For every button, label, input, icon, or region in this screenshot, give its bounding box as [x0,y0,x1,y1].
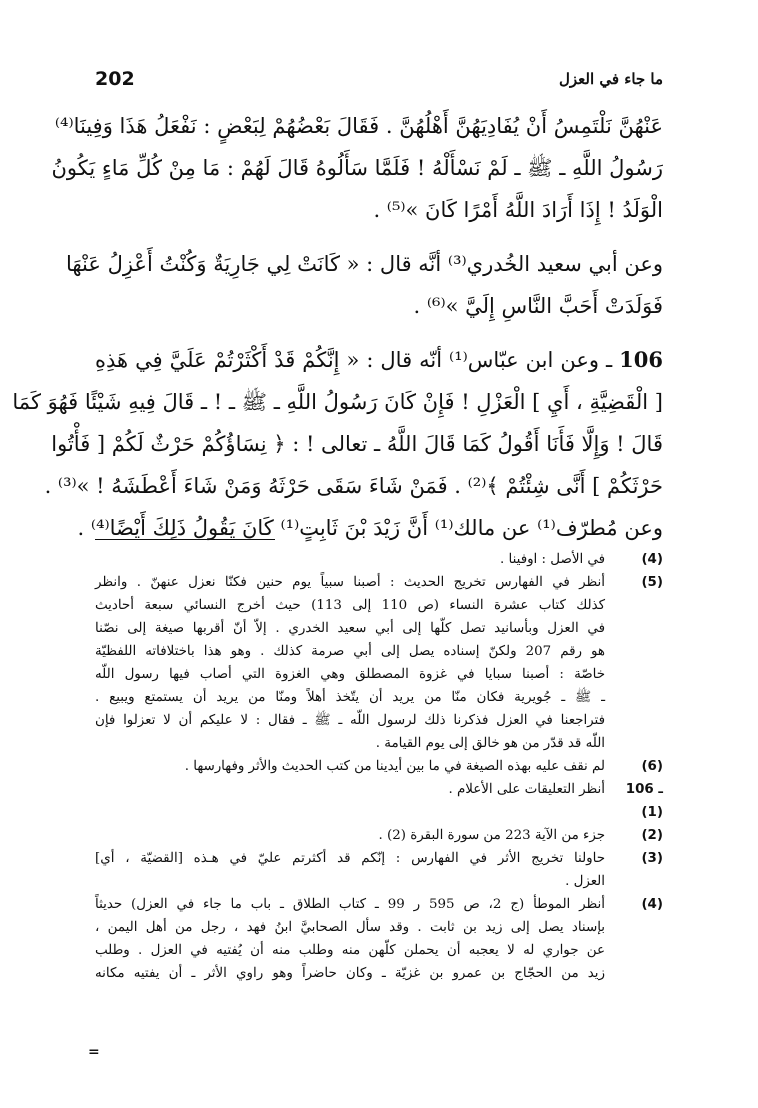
text-line: [ الْقَضِيَّةِ ، أَيِ ] الْعَزْلِ ! فَإِنْ كَانَ رَسُولُ اللَّهِ ـ ﷺ ـ ! ـ قَالَ فِيهِ شَيْئًا فَهُوَ كَمَا [12,390,663,414]
footnote-line: في الأصل : اوفينا . [500,552,605,567]
text-line: فَوَلَدَتْ أَحَبَّ النَّاسِ إِلَيَّ »⁽⁶⁾ . [413,294,663,318]
footnote-line: اللّه قد قدّر من هو خالق إلى يوم القيامة . [375,736,605,751]
footnote [95,847,663,893]
footnote-line: ـ ﷺ ـ جُويرية فكان منّا من يريد أن يتّخذ أهلاً ومنّا من يريد أن يستمتع ويبيع . [95,690,605,705]
footnote [95,824,663,847]
footnote-line: أنظر التعليقات على الأعلام . [448,782,605,797]
running-title: ما جاء في العزل [559,70,663,88]
text-line: وعن مُطرّف⁽¹⁾ عن مالك⁽¹⁾ أَنَّ زَيْدَ بْنَ ثَابِتٍ⁽¹⁾ كَانَ يَقُولُ ذَلِكَ أَيْضًا⁽⁴⁾ . [77,516,663,540]
footnote-line: فتراجعنا في العزل فذكرنا ذلك لرسول اللّه ـ ﷺ ـ فقال : لا عليكم أن لا تعزلوا فإن [95,713,605,728]
page-header [95,68,663,98]
footnote-line: زيد من الحجّاج بن عمرو بن غزيّة ـ وكان حاضراً وهو راوي الأثر ـ أن يفتيه مكانه [95,966,605,981]
text-line: الْوَلَدُ ! إِذَا أَرَادَ اللَّهُ أَمْرًا كَانَ »⁽⁵⁾ . [373,198,663,222]
footnote-line: العزل . [565,874,605,889]
footnote-line: أنظر الموطأ (ج 2، ص 595 ر 99 ـ كتاب الطلاق ـ باب ما جاء في العزل) حديثاً [95,897,605,912]
footnote-line: جزء من الآية 223 من سورة البقرة (2) . [378,828,605,843]
text-line: عَنْهُنَّ نَلْتَمِسُ أَنْ يُفَادِيَهُنَّ أَهْلُهُنَّ . فَقَالَ بَعْضُهُمْ لِبَعْضٍ : نَفْعَلُ هَذَا وَفِينَا⁽⁴⁾ [54,114,663,138]
continuation-mark: = [88,1044,100,1060]
text-line-paragraph-106 [95,339,663,381]
footnote-label: (5) [641,575,663,590]
footnote [95,755,663,778]
footnote-line: أنظر في الفهارس تخريج الحديث : أصبنا سبياً يوم حنين فكنّا نعزل عنهنّ . وانظر [95,575,605,590]
footnote-line: خاصّة : أصبنا سبايا في غزوة المصطلق وهي الغزوة التي أصاب فيها رسول اللّه [95,667,605,682]
main-text [12,105,663,549]
footnote-line: كذلك كتاب عشرة النساء (ص 110 إلى 113) حيث أخرج النسائي سبعة أحاديث [95,598,605,613]
paragraph-dash: ـ [606,348,620,372]
footnote-line: بإسناد يصل إلى زيد بن ثابت . وقد سأل الصحابيَّ ابنُ فهد ، رجل من أهل اليمن ، [95,920,605,935]
text-line: حَرْثَكُمْ ] أَنَّى شِئْتُمْ ﴾⁽²⁾ . فَمَنْ شَاءَ سَقَى حَرْثَهُ وَمَنْ شَاءَ أَعْطَشَهُ ! »⁽³⁾ . [44,474,663,498]
footnote-label: (3) [641,851,663,866]
footnote-label: (2) [641,828,663,843]
footnote-line: حاولنا تخريج الأثر في الفهارس : إنّكم قد أكثرتم عليّ في هـذه [القضيّة ، أي] [95,851,605,866]
paragraph-number: 106 [619,347,663,372]
footnote-line: هو رقم 207 ولكنّ إسناده يصل إلى أبي صرمة كذلك . وهو هذا باختلافاته اللفظيّة [95,644,605,659]
footnote [95,893,663,985]
footnote [95,548,663,571]
page-number: 202 [95,68,135,90]
footnote-line: عن جواري له لا يعجبه أن يحملن كلّهن منه وطلب منه أن يُفتيه في العزل . وطلب [95,943,605,958]
footnote-line: في العزل وبأسانيد تصل كلّها إلى أبي سعيد الخدري . إلاّ أنّ أقربها صيغة إلى نصّنا [95,621,605,636]
text-line: رَسُولُ اللَّهِ ـ ﷺ ـ لَمْ نَسْأَلْهُ ! فَلَمَّا سَأَلُوهُ قَالَ لَهُمْ : مَا مِنْ كُلِّ مَاءٍ يَكُونُ [51,156,663,180]
footnote [95,571,663,755]
footnote-label: (4) [641,897,663,912]
text-line: وعن ابن عبّاس⁽¹⁾ أنّه قال : « إِنَّكُمْ قَدْ أَكْثَرْتُمْ عَلَيَّ فِي هَذِهِ [95,348,599,372]
footnote-label: (4) [641,552,663,567]
text-line: قَالَ ! وَإِلَّا فَأَنَا أَقُولُ كَمَا قَالَ اللَّهُ ـ تعالى ! : ﴿ نِسَاؤُكُمْ حَرْثٌ لَكُمْ [ فَأْتُوا [51,432,663,456]
text-line: وعن أبي سعيد الخُدري⁽³⁾ أنَّه قال : « كَانَتْ لِي جَارِيَةٌ وَكُنْتُ أَعْزِلُ عَنْهَا [65,252,663,276]
footnote [95,778,663,824]
footnote-label: (6) [641,759,663,774]
footnote-label: 106 ـ (1) [625,782,663,820]
footnotes [95,548,663,985]
footnote-separator [95,539,275,540]
footnote-line: لم نقف عليه بهذه الصيغة في ما بين أيدينا من كتب الحديث والأثر وفهارسها . [184,759,605,774]
